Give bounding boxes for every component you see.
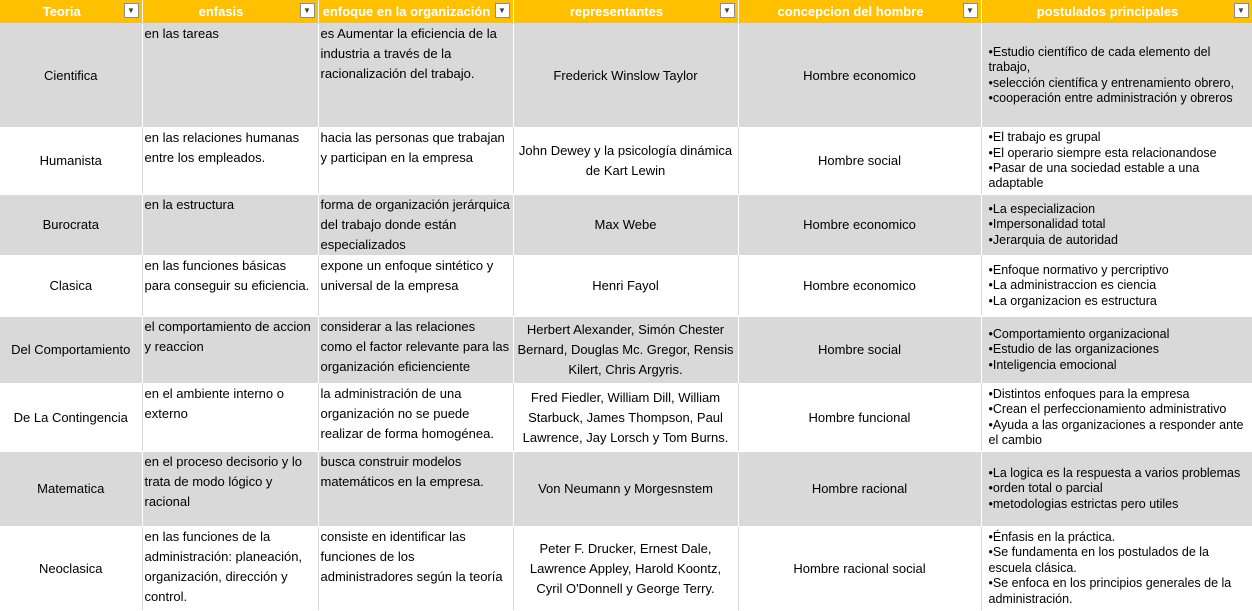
cell-representantes[interactable]: Max Webe [513, 195, 738, 256]
header-label: representantes [569, 4, 664, 19]
cell-enfasis[interactable]: en las funciones básicas para conseguir su eficiencia. [142, 256, 318, 317]
dropdown-filter-icon[interactable]: ▼ [720, 3, 735, 18]
postulado-item: •Estudio de las organizaciones [988, 342, 1159, 357]
dropdown-filter-icon[interactable]: ▼ [963, 3, 978, 18]
postulado-item: •La organizacion es estructura [988, 293, 1157, 308]
dropdown-filter-icon[interactable]: ▼ [1234, 3, 1249, 18]
header-label: postulados principales [1036, 4, 1179, 19]
cell-concepcion[interactable]: Hombre social [738, 128, 981, 195]
table-row [0, 256, 1252, 317]
cell-teoria[interactable]: Neoclasica [0, 527, 142, 611]
postulado-item: •Jerarquia de autoridad [988, 232, 1118, 247]
header-teoria [0, 0, 142, 24]
dropdown-filter-icon[interactable]: ▼ [300, 3, 315, 18]
cell-teoria[interactable]: Cientifica [0, 24, 142, 128]
cell-enfasis[interactable]: en las funciones de la administración: planeación, organización, dirección y control. [142, 527, 318, 611]
cell-enfasis[interactable]: en las relaciones humanas entre los empleados. [142, 128, 318, 195]
cell-teoria[interactable]: De La Contingencia [0, 384, 142, 452]
postulado-item: •El operario siempre esta relacionandose [988, 145, 1217, 160]
postulado-item: •La especializacion [988, 201, 1096, 216]
cell-concepcion[interactable]: Hombre economico [738, 256, 981, 317]
cell-representantes[interactable]: Peter F. Drucker, Ernest Dale, Lawrence Appley, Harold Koontz, Cyril O'Donnell y George Terry. [513, 527, 738, 611]
cell-representantes[interactable]: Henri Fayol [513, 256, 738, 317]
cell-enfoque[interactable]: hacia las personas que trabajan y participan en la empresa [318, 128, 513, 195]
dropdown-filter-icon[interactable]: ▼ [495, 3, 510, 18]
postulado-item: •Énfasis en la práctica. [988, 529, 1116, 544]
cell-postulados[interactable] [981, 195, 1252, 256]
postulado-item: •Pasar de una sociedad estable a una adaptable [988, 161, 1200, 191]
postulado-item: •Ayuda a las organizaciones a responder ante el cambio [988, 417, 1244, 447]
header-row [0, 0, 1252, 24]
cell-teoria[interactable]: Humanista [0, 128, 142, 195]
postulado-item: •Inteligencia emocional [988, 357, 1117, 372]
table-row [0, 452, 1252, 527]
postulado-item: •El trabajo es grupal [988, 130, 1101, 145]
cell-representantes[interactable]: Herbert Alexander, Simón Chester Bernard, Douglas Mc. Gregor, Rensis Kilert, Chris Argyris. [513, 317, 738, 384]
dropdown-filter-icon[interactable]: ▼ [124, 3, 139, 18]
cell-teoria[interactable]: Matematica [0, 452, 142, 527]
postulado-item: •selección científica y entrenamiento obrero, [988, 75, 1234, 90]
table-row [0, 195, 1252, 256]
postulado-item: •orden total o parcial [988, 481, 1103, 496]
cell-representantes[interactable]: Von Neumann y Morgesnstem [513, 452, 738, 527]
header-enfoque [318, 0, 513, 24]
postulado-item: •Distintos enfoques para la empresa [988, 386, 1190, 401]
cell-concepcion[interactable]: Hombre social [738, 317, 981, 384]
table-row [0, 24, 1252, 128]
postulado-item: •cooperación entre administración y obreros [988, 90, 1233, 105]
header-concepcion [738, 0, 981, 24]
cell-enfasis[interactable]: en el ambiente interno o externo [142, 384, 318, 452]
cell-postulados[interactable] [981, 384, 1252, 452]
cell-postulados[interactable] [981, 256, 1252, 317]
cell-enfoque[interactable]: consiste en identificar las funciones de los administradores según la teoría [318, 527, 513, 611]
cell-enfoque[interactable]: considerar a las relaciones como el factor relevante para las organización eficienciente [318, 317, 513, 384]
cell-teoria[interactable]: Burocrata [0, 195, 142, 256]
table-row [0, 317, 1252, 384]
header-enfasis [142, 0, 318, 24]
cell-postulados[interactable] [981, 527, 1252, 611]
cell-enfasis[interactable]: el comportamiento de accion y reaccion [142, 317, 318, 384]
cell-concepcion[interactable]: Hombre economico [738, 24, 981, 128]
cell-representantes[interactable]: John Dewey y la psicología dinámica de Kart Lewin [513, 128, 738, 195]
cell-enfoque[interactable]: es Aumentar la eficiencia de la industria a través de la racionalización del trabajo. [318, 24, 513, 128]
cell-concepcion[interactable]: Hombre funcional [738, 384, 981, 452]
cell-enfoque[interactable]: expone un enfoque sintético y universal de la empresa [318, 256, 513, 317]
cell-enfasis[interactable]: en las tareas [142, 24, 318, 128]
cell-concepcion[interactable]: Hombre racional [738, 452, 981, 527]
header-label: enfoque en la organización [322, 4, 491, 19]
cell-representantes[interactable]: Frederick Winslow Taylor [513, 24, 738, 128]
postulado-item: •metodologias estrictas pero utiles [988, 496, 1179, 511]
postulado-item: •Estudio científico de cada elemento del trabajo, [988, 44, 1211, 75]
cell-concepcion[interactable]: Hombre racional social [738, 527, 981, 611]
cell-concepcion[interactable]: Hombre economico [738, 195, 981, 256]
header-representantes [513, 0, 738, 24]
postulado-item: •Enfoque normativo y percriptivo [988, 262, 1169, 277]
cell-enfoque[interactable]: la administración de una organización no se puede realizar de forma homogénea. [318, 384, 513, 452]
table-row [0, 128, 1252, 195]
postulado-item: •La administraccion es ciencia [988, 278, 1157, 293]
cell-teoria[interactable]: Del Comportamiento [0, 317, 142, 384]
cell-postulados[interactable] [981, 128, 1252, 195]
cell-postulados[interactable] [981, 317, 1252, 384]
cell-enfasis[interactable]: en el proceso decisorio y lo trata de modo lógico y racional [142, 452, 318, 527]
cell-postulados[interactable] [981, 24, 1252, 128]
postulado-item: •Se enfoca en los principios generales de la administración. [988, 576, 1232, 606]
postulado-item: •Comportamiento organizacional [988, 326, 1170, 341]
postulado-item: •Se fundamenta en los postulados de la escuela clásica. [988, 545, 1210, 575]
header-label: enfasis [198, 4, 244, 19]
cell-enfoque[interactable]: forma de organización jerárquica del trabajo donde están especializados [318, 195, 513, 256]
table-row [0, 527, 1252, 611]
postulado-item: •Impersonalidad total [988, 217, 1106, 232]
cell-postulados[interactable] [981, 452, 1252, 527]
table-row [0, 384, 1252, 452]
postulado-item: •Crean el perfeccionamiento administrativo [988, 402, 1227, 417]
postulado-item: •La logica es la respuesta a varios problemas [988, 465, 1241, 480]
cell-enfoque[interactable]: busca construir modelos matemáticos en la empresa. [318, 452, 513, 527]
cell-teoria[interactable]: Clasica [0, 256, 142, 317]
cell-enfasis[interactable]: en la estructura [142, 195, 318, 256]
header-label: concepcion del hombre [777, 4, 924, 19]
cell-representantes[interactable]: Fred Fiedler, William Dill, William Starbuck, James Thompson, Paul Lawrence, Jay Lorsch y Tom Burns. [513, 384, 738, 452]
header-postulados [981, 0, 1252, 24]
header-label: Teoria [42, 4, 81, 19]
